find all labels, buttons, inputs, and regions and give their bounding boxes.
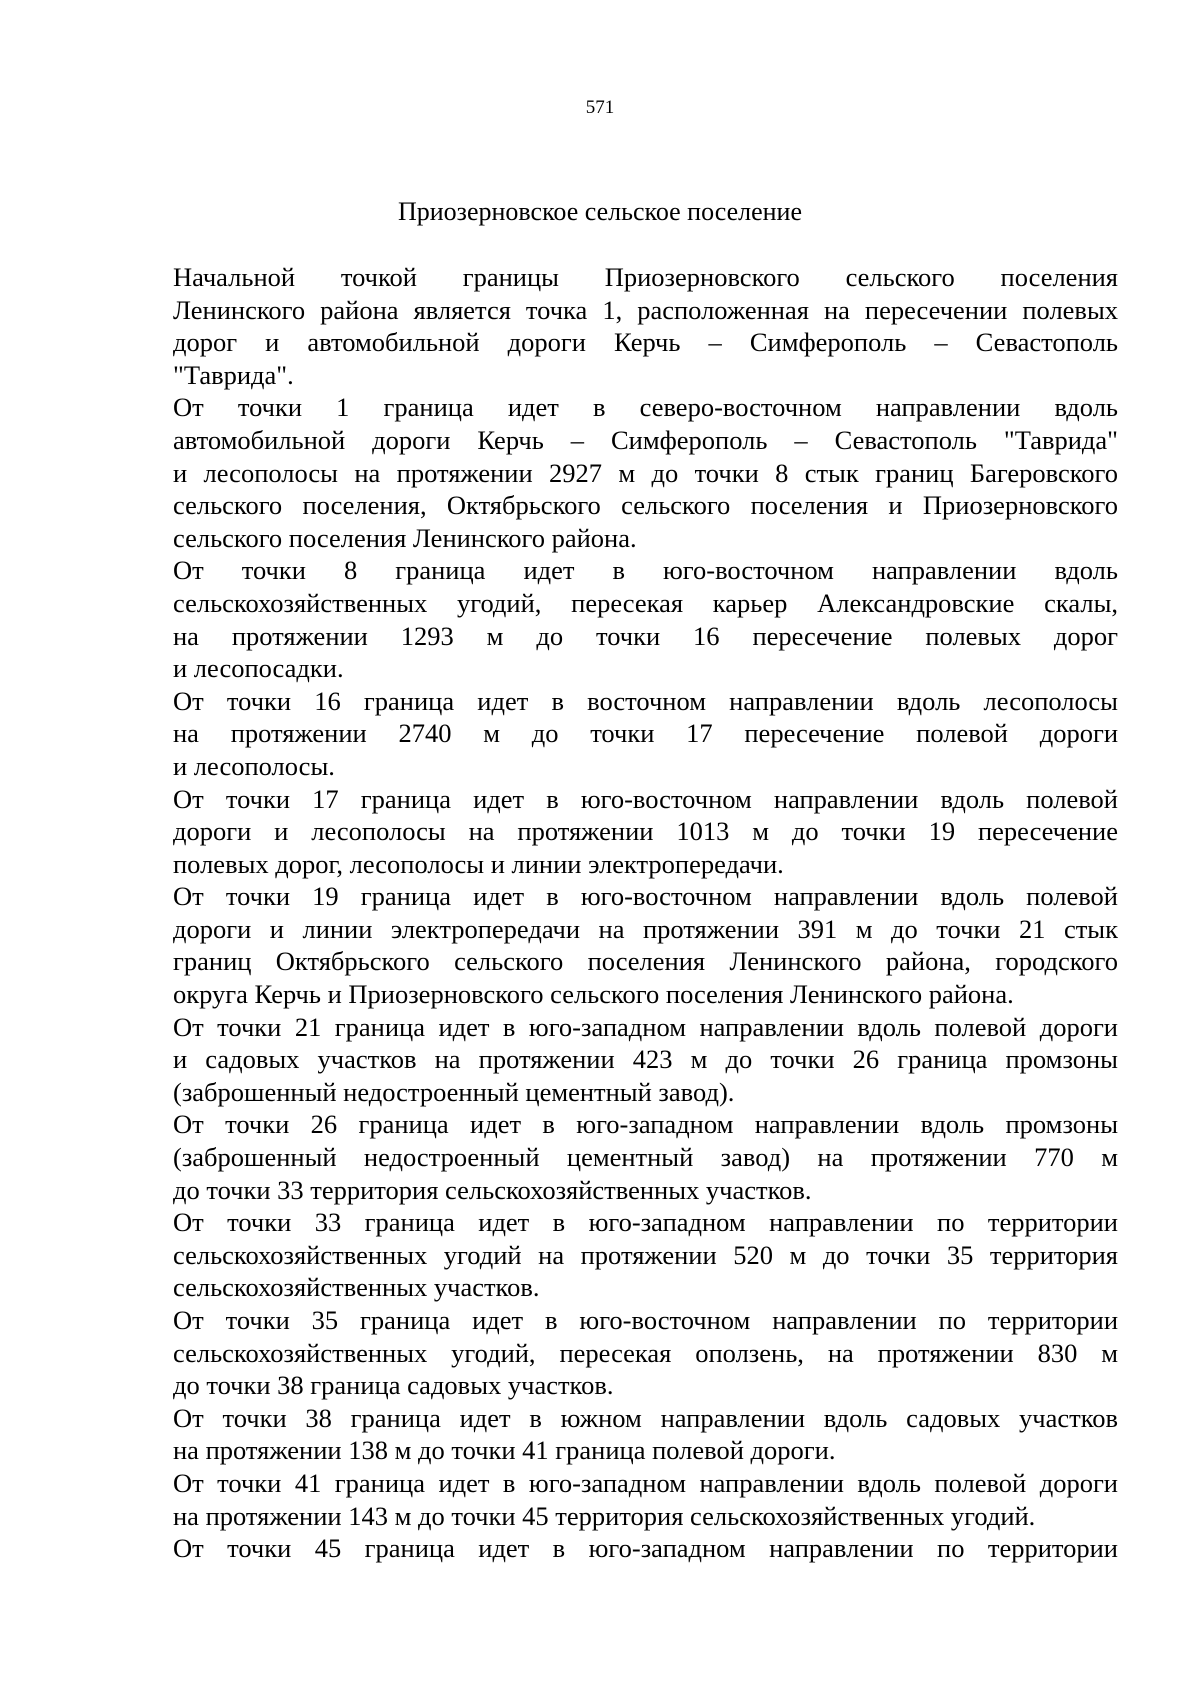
paragraph — [173, 685, 1118, 783]
paragraph — [173, 1402, 1118, 1467]
text-line: на протяжении 138 м до точки 41 граница полевой дороги. — [173, 1435, 836, 1466]
text-line: Начальной точкой границы Приозерновского сельского поселения — [173, 262, 1118, 292]
text-line: От точки 26 граница идет в юго-западном направлении вдоль промзоны — [173, 1109, 1118, 1140]
text-line: и садовых участков на протяжении 423 м до точки 26 граница промзоны — [173, 1044, 1118, 1075]
text-line: полевых дорог, лесополосы и линии электропередачи. — [173, 848, 784, 879]
text-line: От точки 8 граница идет в юго-восточном направлении вдоль — [173, 555, 1118, 586]
text-line: От точки 38 граница идет в южном направлении вдоль садовых участков — [173, 1402, 1118, 1433]
text-line: и лесопосадки. — [173, 653, 344, 684]
text-line: От точки 33 граница идет в юго-западном направлении по территории — [173, 1207, 1118, 1238]
text-line: дороги и линии электропередачи на протяжении 391 м до точки 21 стык — [173, 913, 1118, 944]
text-line: От точки 17 граница идет в юго-восточном направлении вдоль полевой — [173, 783, 1118, 814]
text-line: От точки 19 граница идет в юго-восточном направлении вдоль полевой — [173, 881, 1118, 912]
text-line: От точки 16 граница идет в восточном направлении вдоль лесополосы — [173, 685, 1118, 716]
text-line: сельскохозяйственных угодий, пересекая оползень, на протяжении 830 м — [173, 1337, 1118, 1368]
page-number: 571 — [585, 97, 615, 118]
document-title: Приозерновское сельское поселение — [397, 197, 803, 226]
text-line: и лесополосы на протяжении 2927 м до точки 8 стык границ Багеровского — [173, 457, 1118, 488]
paragraph — [173, 1304, 1118, 1402]
text-line: округа Керчь и Приозерновского сельского поселения Ленинского района. — [173, 979, 1014, 1010]
text-line: От точки 35 граница идет в юго-восточном направлении по территории — [173, 1305, 1118, 1335]
text-line: сельскохозяйственных угодий, пересекая карьер Александровские скалы, — [173, 587, 1118, 618]
text-line: до точки 38 граница садовых участков. — [173, 1370, 614, 1401]
text-line: границ Октябрьского сельского поселения Ленинского района, городского — [173, 946, 1118, 977]
paragraph — [173, 783, 1118, 881]
paragraph — [173, 261, 1118, 391]
text-line: (заброшенный недостроенный цементный завод). — [173, 1076, 735, 1107]
text-line: От точки 21 граница идет в юго-западном направлении вдоль полевой дороги — [173, 1011, 1118, 1042]
text-line: "Таврида". — [173, 359, 294, 390]
paragraph — [173, 1532, 1118, 1565]
text-line: на протяжении 1293 м до точки 16 пересечение полевых дорог — [173, 620, 1118, 651]
text-line: От точки 41 граница идет в юго-западном направлении вдоль полевой дороги — [173, 1467, 1118, 1498]
text-line: дорог и автомобильной дороги Керчь – Симферополь – Севастополь — [173, 327, 1118, 358]
text-line: сельского поселения, Октябрьского сельского поселения и Приозерновского — [173, 490, 1118, 521]
text-line: и лесополосы. — [173, 750, 335, 781]
text-line: сельскохозяйственных угодий на протяжении 520 м до точки 35 территория — [173, 1239, 1118, 1270]
text-line: Ленинского района является точка 1, расположенная на пересечении полевых — [173, 294, 1118, 325]
paragraph — [173, 1011, 1118, 1109]
paragraph — [173, 1206, 1118, 1304]
text-line: автомобильной дороги Керчь – Симферополь – Севастополь "Таврида" — [173, 424, 1118, 455]
paragraph — [173, 880, 1118, 1010]
paragraph — [173, 1467, 1118, 1532]
paragraph — [173, 1108, 1118, 1206]
paragraph — [173, 391, 1118, 554]
paragraph — [173, 554, 1118, 684]
text-line: сельского поселения Ленинского района. — [173, 522, 637, 553]
text-line: сельскохозяйственных участков. — [173, 1272, 540, 1303]
document-body — [173, 261, 1118, 1565]
text-line: на протяжении 2740 м до точки 17 пересечение полевой дороги — [173, 718, 1118, 749]
text-line: дороги и лесополосы на протяжении 1013 м до точки 19 пересечение — [173, 816, 1118, 847]
text-line: на протяжении 143 м до точки 45 территория сельскохозяйственных угодий. — [173, 1500, 1036, 1531]
text-line: От точки 1 граница идет в северо-восточном направлении вдоль — [173, 392, 1118, 423]
text-line: до точки 33 территория сельскохозяйственных участков. — [173, 1174, 812, 1205]
text-line: От точки 45 граница идет в юго-западном направлении по территории — [173, 1533, 1118, 1564]
text-line: (заброшенный недостроенный цементный завод) на протяжении 770 м — [173, 1142, 1118, 1173]
